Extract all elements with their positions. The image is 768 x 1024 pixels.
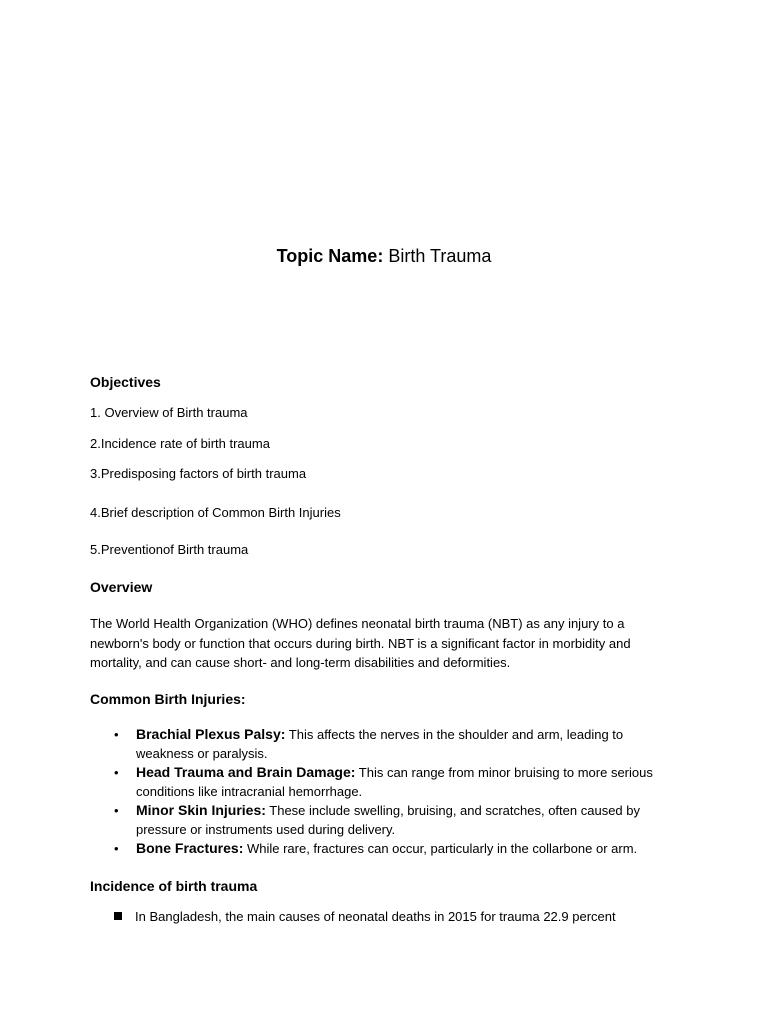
page-title bbox=[0, 243, 768, 269]
objective-item: 5.Preventionof Birth trauma bbox=[90, 542, 249, 557]
injury-term: Minor Skin Injuries: bbox=[136, 802, 266, 818]
objective-item: 4.Brief description of Common Birth Injuries bbox=[90, 505, 341, 520]
injury-term: Bone Fractures: bbox=[136, 840, 244, 856]
injury-description-cont: conditions like intracranial hemorrhage. bbox=[136, 784, 363, 799]
overview-line: The World Health Organization (WHO) defines neonatal birth trauma (NBT) as any injury to a bbox=[90, 616, 625, 631]
injury-description: While rare, fractures can occur, particularly in the collarbone or arm. bbox=[243, 841, 638, 856]
injury-term: Brachial Plexus Palsy: bbox=[136, 726, 286, 742]
common-injuries-heading: Common Birth Injuries: bbox=[90, 691, 246, 707]
injury-description-cont: weakness or paralysis. bbox=[136, 746, 268, 761]
bullet-icon: • bbox=[114, 765, 119, 780]
objectives-heading: Objectives bbox=[90, 374, 161, 390]
square-bullet-icon bbox=[114, 912, 122, 920]
bullet-icon: • bbox=[114, 727, 119, 742]
incidence-text: In Bangladesh, the main causes of neonatal deaths in 2015 for trauma 22.9 percent bbox=[135, 909, 616, 924]
overview-paragraph bbox=[90, 614, 686, 673]
list-item bbox=[90, 801, 690, 839]
injury-description: This can range from minor bruising to more serious bbox=[355, 765, 653, 780]
incidence-list-item bbox=[114, 908, 616, 926]
overview-line: mortality, and can cause short- and long-term disabilities and deformities. bbox=[90, 655, 511, 670]
title-label: Topic Name: bbox=[276, 246, 384, 266]
injury-description: These include swelling, bruising, and scratches, often caused by bbox=[265, 803, 640, 818]
overview-heading: Overview bbox=[90, 579, 153, 595]
injury-term: Head Trauma and Brain Damage: bbox=[136, 764, 356, 780]
objective-item: 2.Incidence rate of birth trauma bbox=[90, 436, 270, 451]
bullet-icon: • bbox=[114, 841, 119, 856]
overview-line: newborn's body or function that occurs during birth. NBT is a significant factor in morbidity and bbox=[90, 635, 631, 651]
objective-item: 3.Predisposing factors of birth trauma bbox=[90, 466, 307, 481]
injury-description-cont: pressure or instruments used during delivery. bbox=[136, 822, 396, 837]
objective-item: 1. Overview of Birth trauma bbox=[90, 405, 248, 420]
list-item bbox=[90, 763, 690, 801]
incidence-heading: Incidence of birth trauma bbox=[90, 878, 258, 894]
title-value: Birth Trauma bbox=[388, 246, 492, 266]
list-item bbox=[90, 725, 690, 763]
list-item bbox=[90, 839, 690, 858]
injury-description: This affects the nerves in the shoulder and arm, leading to bbox=[285, 727, 624, 742]
injury-list bbox=[90, 725, 690, 858]
bullet-icon: • bbox=[114, 803, 119, 818]
